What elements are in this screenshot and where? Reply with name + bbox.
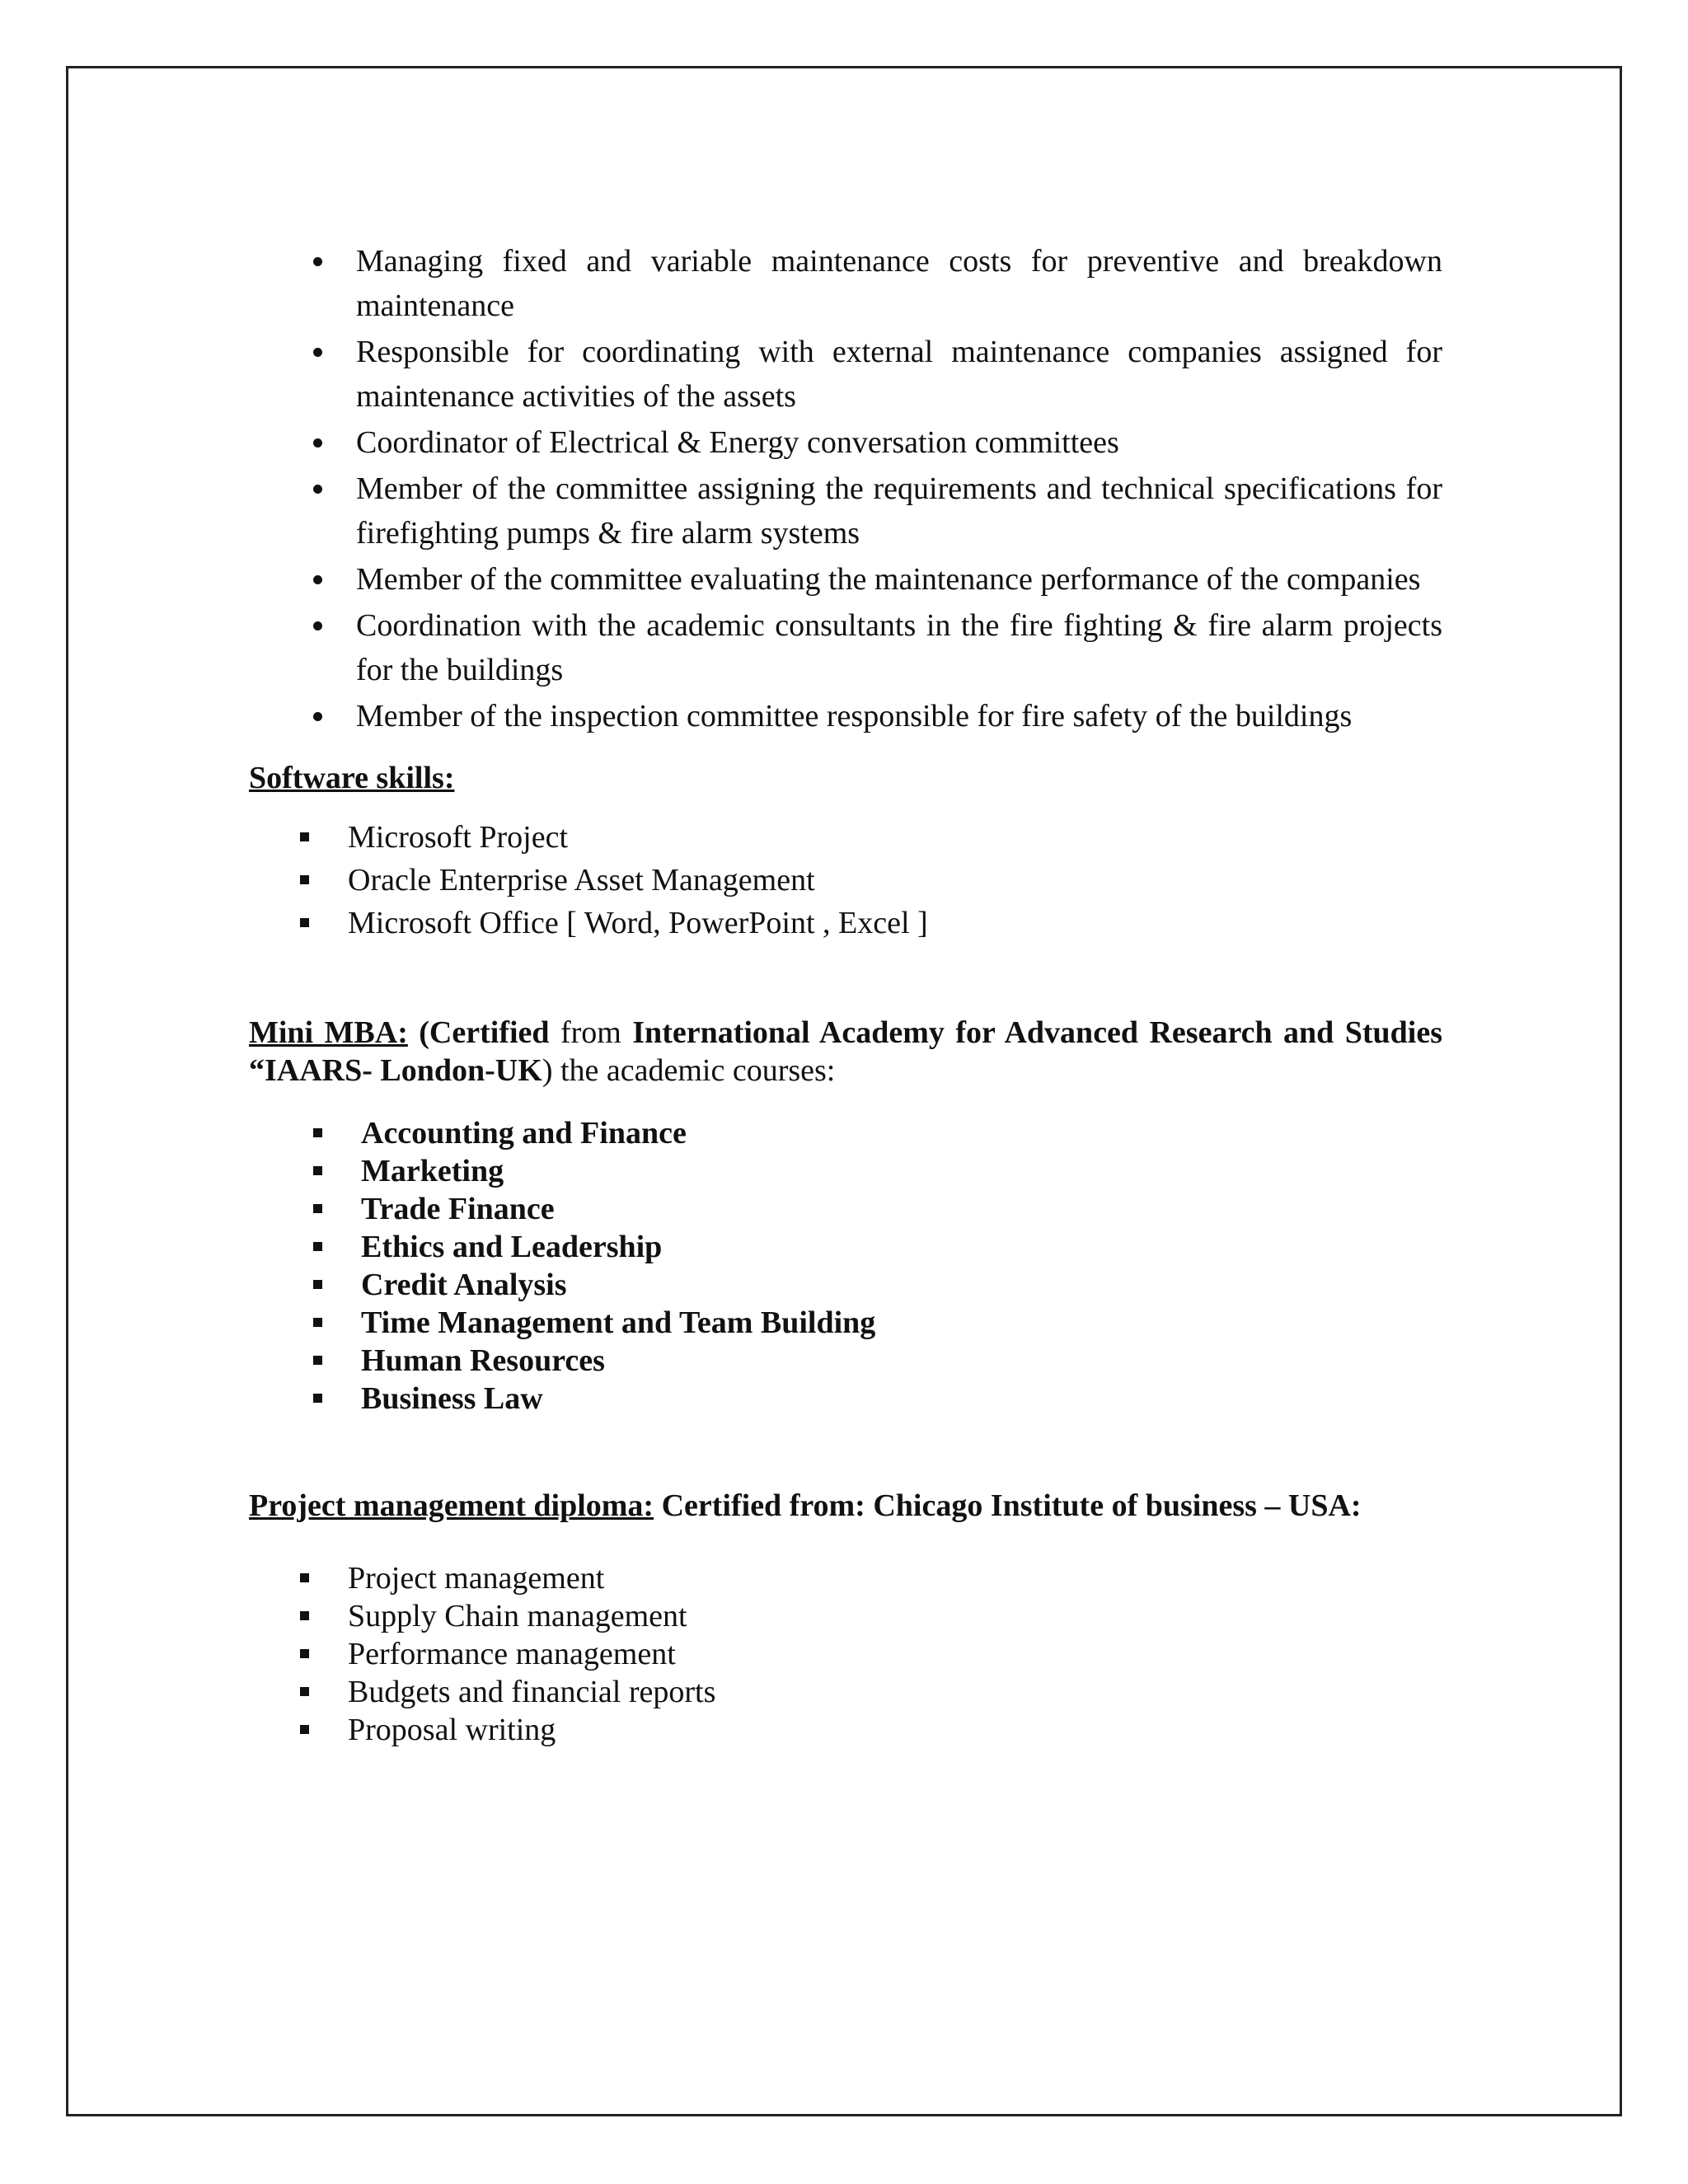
list-item: Coordinator of Electrical & Energy conversation committees [249, 420, 1442, 465]
square-bullet-icon [313, 1280, 322, 1289]
square-bullet-icon [300, 875, 309, 884]
list-item: Proposal writing [249, 1711, 1442, 1749]
list-item: Credit Analysis [249, 1266, 1442, 1304]
pm-heading: Project management diploma: [249, 1488, 654, 1523]
list-item: Managing fixed and variable maintenance costs for preventive and breakdown maintenance [249, 239, 1442, 328]
list-item: Trade Finance [249, 1190, 1442, 1228]
pm-topics-list [249, 1559, 1442, 1749]
list-item: Performance management [249, 1635, 1442, 1673]
list-item: Time Management and Team Building [249, 1304, 1442, 1342]
list-item: Budgets and financial reports [249, 1673, 1442, 1711]
bullet-icon [313, 712, 322, 721]
list-item: Marketing [249, 1152, 1442, 1190]
list-item: Coordination with the academic consultants in the fire fighting & fire alarm projects for the buildings [249, 603, 1442, 692]
software-section [249, 760, 1442, 944]
mba-paragraph: Mini MBA: (Certified from International Academy for Advanced Research and Studies “IAARS- London-UK) the academic courses: [249, 1015, 1442, 1088]
list-item: Member of the committee assigning the requirements and technical specifications for firefighting pumps & fire alarm systems [249, 466, 1442, 555]
square-bullet-icon [300, 1611, 309, 1620]
square-bullet-icon [313, 1204, 322, 1213]
list-item: Microsoft Project [249, 816, 1442, 859]
software-list [249, 816, 1442, 944]
square-bullet-icon [300, 918, 309, 927]
square-bullet-icon [313, 1318, 322, 1327]
list-item: Project management [249, 1559, 1442, 1597]
square-bullet-icon [313, 1128, 322, 1137]
mba-heading: Mini MBA: [249, 1015, 408, 1050]
square-bullet-icon [313, 1394, 322, 1403]
square-bullet-icon [300, 832, 309, 841]
bullet-icon [313, 438, 322, 448]
list-item: Human Resources [249, 1342, 1442, 1380]
square-bullet-icon [300, 1687, 309, 1696]
software-heading: Software skills: [249, 761, 455, 795]
square-bullet-icon [313, 1356, 322, 1365]
square-bullet-icon [300, 1725, 309, 1734]
list-item: Supply Chain management [249, 1597, 1442, 1635]
bullet-icon [313, 485, 322, 494]
list-item: Responsible for coordinating with external maintenance companies assigned for maintenance activities of the assets [249, 330, 1442, 419]
document-body [249, 239, 1442, 1749]
pm-section [249, 1487, 1442, 1749]
mba-courses-list [249, 1114, 1442, 1418]
list-item: Member of the inspection committee responsible for fire safety of the buildings [249, 694, 1442, 738]
mba-section [249, 1014, 1442, 1418]
pm-paragraph: Project management diploma: Certified from: Chicago Institute of business – USA: [249, 1488, 1362, 1523]
list-item: Accounting and Finance [249, 1114, 1442, 1152]
square-bullet-icon [300, 1573, 309, 1582]
square-bullet-icon [313, 1166, 322, 1175]
square-bullet-icon [313, 1242, 322, 1251]
square-bullet-icon [300, 1649, 309, 1658]
list-item: Oracle Enterprise Asset Management [249, 859, 1442, 902]
bullet-icon [313, 575, 322, 584]
list-item: Ethics and Leadership [249, 1228, 1442, 1266]
bullet-icon [313, 257, 322, 266]
duties-list [249, 239, 1442, 738]
list-item: Business Law [249, 1380, 1442, 1418]
bullet-icon [313, 621, 322, 630]
bullet-icon [313, 348, 322, 357]
list-item: Microsoft Office [ Word, PowerPoint , Excel ] [249, 902, 1442, 944]
list-item: Member of the committee evaluating the maintenance performance of the companies [249, 557, 1442, 602]
